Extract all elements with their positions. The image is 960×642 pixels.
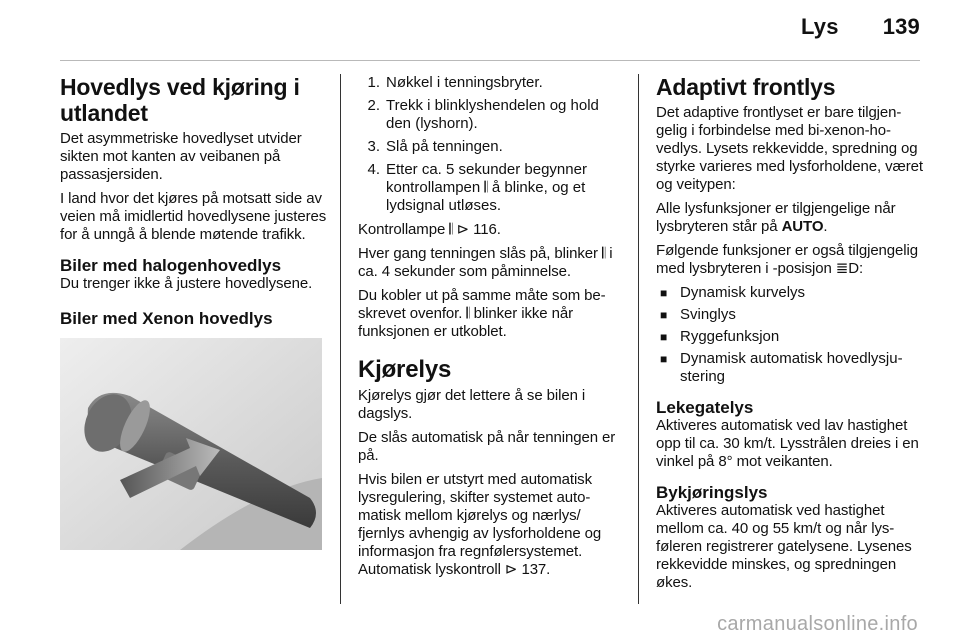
lever-illustration (60, 338, 322, 550)
paragraph: Du kobler ut på samme måte som beskrevet ovenfor. 𝄃 blinker ikke når funksjonen er utkoblet. (358, 287, 606, 340)
paragraph: Det adaptive frontlyset er bare tilgjengelig i forbindelse med bi-xenon-hovedlys. Lysets rekkevidde, spredning og styrke varieres med lysforholdene, været og veitypen: (656, 104, 923, 193)
paragraph: Kontrollampe 𝄃 ⊳ 116. (358, 221, 501, 238)
list-item: 1. Nøkkel i tenningsbryter. (367, 74, 543, 91)
paragraph: De slås automatisk på når tenningen er på. (358, 429, 616, 464)
header-rule (60, 60, 920, 61)
bullet-icon: ■ (660, 330, 668, 344)
heading-hovedlys-utlandet: Hovedlys ved kjøring i utlandet (60, 74, 300, 126)
heading-halogen: Biler med halogenhovedlys (60, 256, 282, 275)
list-item: ■ Dynamisk automatisk hovedlysjustering (656, 350, 924, 386)
list-item: ■ Ryggefunksjon (656, 328, 924, 346)
list-item: ■ Svinglys (656, 306, 924, 324)
bullet-icon: ■ (660, 286, 668, 300)
heading-xenon: Biler med Xenon hovedlys (60, 309, 273, 328)
list-item: 2. Trekk i blinklyshendelen og hold den (lyshorn). (367, 97, 599, 132)
paragraph: Kjørelys gjør det lettere å se bilen i dagslys. (358, 387, 586, 422)
page-number: 139 (882, 14, 920, 39)
paragraph: Hver gang tenningen slås på, blinker 𝄃 i ca. 4 sekunder som påminnelse. (358, 245, 613, 280)
watermark: carmanualsonline.info (717, 613, 918, 635)
page-header (801, 14, 920, 40)
heading-adaptivt-frontlys: Adaptivt frontlys (656, 74, 836, 100)
heading-lekegatelys: Lekegatelys (656, 398, 754, 417)
column-divider-2 (638, 74, 639, 604)
list-item: ■ Dynamisk kurvelys (656, 284, 924, 302)
column-2 (358, 74, 626, 585)
steps-list (358, 74, 626, 215)
list-item: 4. Etter ca. 5 sekunder begynner kontrollampen 𝄃 å blinke, og et lydsignal utløses. (367, 161, 587, 214)
heading-kjorelys: Kjørelys (358, 356, 452, 383)
heading-bykjoringslys: Bykjøringslys (656, 483, 768, 502)
paragraph: Hvis bilen er utstyrt med automatisk lysregulering, skifter systemet automatisk mellom kjørelys og nærlys/ fjernlys avhengig av lysforholdene og informasjon fra regnfølersystemet. Automatisk lyskontroll ⊳ 137. (358, 471, 602, 578)
column-divider-1 (340, 74, 341, 604)
headlight-lever-icon (60, 338, 322, 550)
functions-list (656, 284, 924, 386)
column-1 (60, 74, 328, 550)
paragraph: Følgende funksjoner er også tilgjengelig med lysbryteren i -posisjon ≣D: (656, 242, 918, 277)
paragraph: Du trenger ikke å justere hovedlysene. (60, 275, 313, 292)
list-item: 3. Slå på tenningen. (367, 138, 503, 155)
paragraph: Det asymmetriske hovedlyset utvider sikten mot kanten av veibanen på passasjersiden. (60, 130, 302, 183)
column-3 (656, 74, 924, 598)
section-title: Lys (800, 14, 839, 39)
paragraph: Aktiveres automatisk ved lav hastighet opp til ca. 30 km/t. Lysstrålen dreies i en vinkel på 8° mot veikanten. (656, 417, 919, 470)
bullet-icon: ■ (660, 308, 668, 322)
paragraph: I land hvor det kjøres på motsatt side av veien må imidlertid hovedlysene justeres for å unngå å blende møtende trafikk. (60, 190, 327, 243)
paragraph: Alle lysfunksjoner er tilgjengelige når lysbryteren står på AUTO. (656, 200, 896, 235)
paragraph: Aktiveres automatisk ved hastighet mellom ca. 40 og 55 km/t og når lysføleren registrerer gatelysene. Lysenes rekkevidde minskes, og spredningen økes. (656, 502, 912, 591)
bullet-icon: ■ (660, 352, 668, 366)
